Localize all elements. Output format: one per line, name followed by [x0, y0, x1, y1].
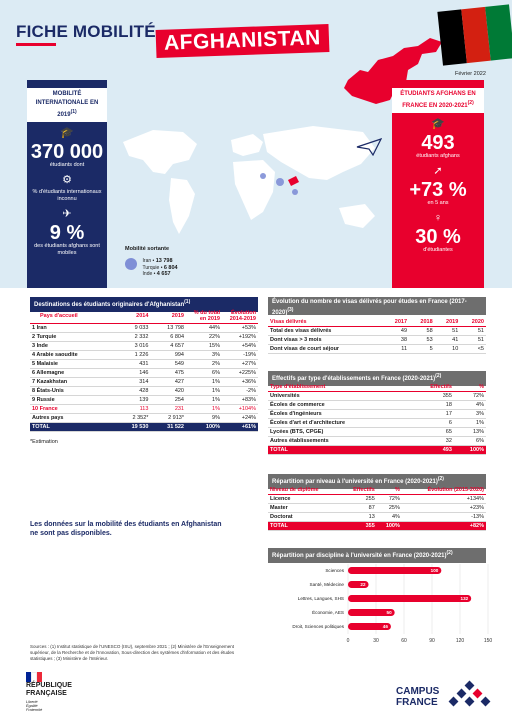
value-cell: +225%	[222, 368, 258, 377]
col-header: Pays d'accueil	[30, 309, 115, 323]
motto: Liberté	[26, 700, 38, 704]
plane-icon: ✈	[62, 208, 72, 220]
value-cell: 6%	[454, 437, 486, 446]
value-cell: 6 804	[150, 332, 186, 341]
country-cell: 3 Inde	[30, 341, 115, 350]
x-tick-label: 30	[373, 638, 379, 644]
tricolor-icon	[26, 672, 42, 682]
value-cell: 51	[435, 327, 461, 336]
footnote-ref: (1)	[70, 109, 77, 115]
value-cell: 6	[408, 419, 454, 428]
country-cell: 8 États-Unis	[30, 386, 115, 395]
growth-label: en 5 ans	[427, 200, 449, 206]
country-cell: 10 France	[30, 404, 115, 413]
paper-plane-icon	[356, 138, 382, 156]
value-cell: 17	[408, 410, 454, 419]
value-cell: 1 226	[115, 350, 151, 359]
international-mobility-panel	[27, 80, 107, 288]
footnote-ref: (3)	[287, 306, 294, 313]
south-america-shape	[169, 178, 195, 234]
value-cell: 2 913*	[150, 413, 186, 422]
value-cell: 431	[115, 359, 151, 368]
x-tick-label: 0	[346, 638, 350, 644]
x-tick-label: 120	[455, 638, 465, 644]
col-header: Visas délivrés	[268, 318, 383, 327]
col-header: Effectifs	[408, 383, 454, 392]
total-label-cell: TOTAL	[268, 446, 408, 455]
value-cell: 13	[341, 513, 377, 522]
country-cell: Autres pays	[30, 413, 115, 422]
table-row	[30, 422, 258, 431]
value-cell: 11	[383, 345, 409, 354]
outbound-list: Iran • 13 798 Turquie • 6 804 Inde • 4 657	[142, 258, 178, 277]
total-value-cell: 100%	[454, 446, 486, 455]
value-cell: <5	[460, 345, 486, 354]
section-title-text: Répartition par discipline à l'université en France (2020-2021)	[272, 553, 447, 559]
label-cell: Master	[268, 504, 341, 513]
outbound-value: 6 804	[163, 264, 178, 271]
total-value-cell: +61%	[222, 422, 258, 431]
campus-line2: FRANCE	[396, 696, 438, 708]
value-cell: 113	[115, 404, 151, 413]
visa-table	[268, 318, 486, 354]
country-cell: 7 Kazakhstan	[30, 377, 115, 386]
graduation-cap-icon: 🎓	[60, 127, 74, 139]
north-america-shape	[123, 130, 197, 174]
value-cell: 4 657	[150, 341, 186, 350]
col-header: 2019	[435, 318, 461, 327]
table-row	[268, 410, 486, 419]
sources-text: Sources : (1) Institut statistique de l'UNESCO (ISU), septembre 2021 ; (2) Ministère de l'Enseignement supérieur, de la Recherche et de l'Innovation, Sous-direction des systèmes d'information et des études statistiques ; (3) Ministère de l'Intérieur.	[30, 644, 235, 661]
value-cell: 15%	[186, 341, 222, 350]
value-cell: +104%	[222, 404, 258, 413]
category-label: Sciences	[325, 568, 344, 573]
mobile-pct: 9 %	[49, 222, 85, 244]
total-value-cell: +82%	[402, 522, 486, 531]
value-cell: 13%	[454, 428, 486, 437]
india-bubble	[292, 189, 298, 195]
value-cell: 9%	[186, 413, 222, 422]
total-value-cell: 100%	[377, 522, 402, 531]
value-cell: 1%	[186, 395, 222, 404]
iran-bubble	[276, 178, 284, 186]
destinations-table	[30, 309, 258, 445]
value-cell: -13%	[402, 513, 486, 522]
title-text: FICHE MOBILITÉ	[16, 22, 156, 41]
value-cell: 146	[115, 368, 151, 377]
value-cell: +192%	[222, 332, 258, 341]
x-tick-label: 150	[483, 638, 493, 644]
value-cell: 427	[150, 377, 186, 386]
value-cell: 4%	[454, 401, 486, 410]
outbound-country: Inde	[142, 271, 153, 277]
total-value-cell: 493	[408, 446, 454, 455]
country-cell: 1 Iran	[30, 323, 115, 332]
country-cell: 5 Malaisie	[30, 359, 115, 368]
outbound-title: Mobilité sortante	[125, 246, 170, 252]
growth-value: +73 %	[409, 179, 467, 201]
footnote-ref: (2)	[437, 476, 444, 482]
female-symbol-icon: ♀	[433, 212, 443, 224]
col-header: Évolution 2014-2019	[222, 309, 258, 323]
value-cell: 549	[150, 359, 186, 368]
afghanistan-marker	[288, 176, 299, 186]
value-cell: 1%	[186, 377, 222, 386]
table-row	[268, 522, 486, 531]
question-icon: ⚙	[62, 174, 72, 186]
footnote-ref: (1)	[184, 299, 191, 305]
outbound-mobility-legend	[125, 246, 178, 278]
growth-arrow-icon: ➚	[433, 165, 443, 177]
bar-value-label: 22	[360, 582, 366, 588]
footnote-ref: (2)	[446, 550, 453, 556]
col-header: Type d'établissement	[268, 383, 408, 392]
label-cell: Lycées (BTS, CPGE)	[268, 428, 408, 437]
value-cell: -19%	[222, 350, 258, 359]
total-value-cell: 355	[341, 522, 377, 531]
col-header: % du total en 2019	[186, 309, 222, 323]
value-cell: 428	[115, 386, 151, 395]
table-row	[30, 395, 258, 404]
value-cell: 1%	[186, 386, 222, 395]
bar-value-label: 100	[430, 568, 439, 574]
value-cell: 355	[408, 392, 454, 401]
col-header: 2019	[150, 309, 186, 323]
value-cell: 2%	[186, 359, 222, 368]
country-cell: 2 Turquie	[30, 332, 115, 341]
value-cell: +27%	[222, 359, 258, 368]
panel-tag-text: MOBILITÉ INTERNATIONALE EN 2019	[35, 91, 99, 118]
bar	[348, 595, 471, 602]
value-cell: 87	[341, 504, 377, 513]
value-cell: 51	[460, 327, 486, 336]
total-value-cell: 31 522	[150, 422, 186, 431]
panel-tag	[392, 88, 484, 113]
section-title-text: Destinations des étudiants originaires d'Afghanistan	[34, 302, 185, 308]
table-row	[30, 404, 258, 413]
europe-shape	[231, 134, 263, 156]
value-cell: 139	[115, 395, 151, 404]
table-row	[268, 504, 486, 513]
label-cell: Dont visas de court séjour	[268, 345, 383, 354]
col-header: 2014	[115, 309, 151, 323]
campus-france-diamonds-icon	[446, 680, 498, 714]
section-title-text: Effectifs par type d'établissements en France (2020-2021)	[272, 376, 436, 382]
value-cell: 25%	[377, 504, 402, 513]
value-cell: 10	[435, 345, 461, 354]
students-count: 493	[421, 132, 455, 154]
unknown-label: % d'étudiants internationaux inconnu	[32, 189, 102, 202]
value-cell: 6%	[186, 368, 222, 377]
table-row	[268, 428, 486, 437]
motto: Égalité	[26, 704, 38, 709]
value-cell: 72%	[377, 495, 402, 504]
label-cell: Dont visas > 3 mois	[268, 336, 383, 345]
value-cell: 3%	[186, 350, 222, 359]
table-row	[30, 359, 258, 368]
value-cell: 5	[409, 345, 435, 354]
category-label: Économie, AES	[312, 610, 344, 615]
value-cell: 38	[383, 336, 409, 345]
title-underline	[16, 43, 56, 46]
table-row	[30, 341, 258, 350]
value-cell: 41	[435, 336, 461, 345]
col-header: %	[454, 383, 486, 392]
table-row	[268, 495, 486, 504]
table-row	[30, 413, 258, 422]
label-cell: Écoles d'ingénieurs	[268, 410, 408, 419]
value-cell: +24%	[222, 413, 258, 422]
bubble-legend-icon	[125, 258, 137, 270]
table-row	[268, 419, 486, 428]
x-tick-label: 60	[401, 638, 407, 644]
col-header: Niveau de diplôme	[268, 486, 341, 495]
table-row	[30, 323, 258, 332]
rep-line2: FRANÇAISE	[26, 690, 67, 697]
col-header: %	[377, 486, 402, 495]
graduation-cap-icon: 🎓	[431, 118, 445, 130]
category-label: Lettres, Langues, SHS	[297, 596, 344, 601]
rep-line1: RÉPUBLIQUE	[26, 682, 72, 689]
afghan-students-france-panel	[392, 80, 484, 288]
value-cell: 1%	[454, 419, 486, 428]
value-cell: -2%	[222, 386, 258, 395]
value-cell: 314	[115, 377, 151, 386]
table-row	[30, 386, 258, 395]
value-cell: +83%	[222, 395, 258, 404]
value-cell: 2 332	[115, 332, 151, 341]
value-cell: +53%	[222, 323, 258, 332]
campus-line1: CAMPUS	[396, 686, 440, 697]
outbound-value: 4 657	[156, 271, 171, 277]
country-banner: AFGHANISTAN	[156, 24, 330, 58]
africa-shape	[233, 160, 275, 220]
afghanistan-flag-icon	[437, 4, 512, 65]
page-title	[16, 22, 156, 42]
value-cell: +23%	[402, 504, 486, 513]
value-cell: 58	[409, 327, 435, 336]
value-cell: 9 033	[115, 323, 151, 332]
publication-date: Février 2022	[455, 71, 486, 77]
value-cell: 254	[150, 395, 186, 404]
outbound-country: Iran	[142, 258, 152, 264]
col-header: 2017	[383, 318, 409, 327]
students-count: 370 000	[30, 141, 104, 163]
visa-title	[268, 297, 486, 315]
world-map	[113, 112, 389, 252]
bar-value-label: 46	[382, 624, 388, 630]
mobile-label: des étudiants afghans sont mobiles	[34, 243, 100, 256]
value-cell: 1%	[186, 404, 222, 413]
women-label: d'étudiantes	[423, 247, 453, 253]
outbound-value: 13 798	[155, 258, 173, 264]
value-cell: 3%	[454, 410, 486, 419]
panel-tag	[27, 88, 107, 122]
country-cell: 6 Allemagne	[30, 368, 115, 377]
value-cell: 994	[150, 350, 186, 359]
col-header: Effectifs	[341, 486, 377, 495]
value-cell: +134%	[402, 495, 486, 504]
value-cell: 65	[408, 428, 454, 437]
value-cell: 231	[150, 404, 186, 413]
bar-value-label: 50	[386, 610, 392, 616]
table-row	[268, 392, 486, 401]
col-header: 2020	[460, 318, 486, 327]
value-cell: +36%	[222, 377, 258, 386]
label-cell: Écoles de commerce	[268, 401, 408, 410]
value-cell: 72%	[454, 392, 486, 401]
total-label-cell: TOTAL	[268, 522, 341, 531]
label-cell: Écoles d'art et d'architecture	[268, 419, 408, 428]
no-data-message: Les données sur la mobilité des étudiants en Afghanistan ne sont pas disponibles.	[30, 521, 222, 537]
value-cell: 3 016	[115, 341, 151, 350]
value-cell: +54%	[222, 341, 258, 350]
footnote-ref: (2)	[467, 100, 474, 106]
turkey-bubble	[260, 173, 266, 179]
category-label: Droit, Sciences politiques	[292, 624, 344, 629]
estimation-note: *Estimation	[30, 439, 58, 445]
australia-shape	[339, 204, 375, 228]
establishment-table	[268, 383, 486, 455]
table-row	[268, 446, 486, 455]
motto: Fraternité	[26, 708, 43, 713]
label-cell: Universités	[268, 392, 408, 401]
total-value-cell: 19 530	[115, 422, 151, 431]
label-cell: Licence	[268, 495, 341, 504]
table-row	[30, 332, 258, 341]
label-cell: Autres établissements	[268, 437, 408, 446]
level-table	[268, 486, 486, 531]
col-header: Évolution (2015-2020)	[402, 486, 486, 495]
table-row	[30, 377, 258, 386]
value-cell: 475	[150, 368, 186, 377]
value-cell: 18	[408, 401, 454, 410]
campus-france-logo	[396, 687, 439, 708]
table-row	[30, 368, 258, 377]
panel-tag-text: ÉTUDIANTS AFGHANS EN FRANCE EN 2020-2021	[400, 91, 476, 109]
discipline-bar-chart	[268, 560, 496, 644]
women-pct: 30 %	[415, 226, 461, 248]
table-row	[268, 401, 486, 410]
value-cell: 51	[460, 336, 486, 345]
bar	[348, 567, 441, 574]
footnote-ref: (2)	[435, 373, 442, 379]
total-label-cell: TOTAL	[30, 422, 115, 431]
hero-section	[0, 0, 512, 288]
country-cell: 4 Arabie saoudite	[30, 350, 115, 359]
section-title-text: Évolution du nombre de visas délivrés pour études en France (2017-2020)	[272, 299, 467, 316]
label-cell: Doctorat	[268, 513, 341, 522]
value-cell: 2 352*	[115, 413, 151, 422]
total-value-cell: 100%	[186, 422, 222, 431]
value-cell: 32	[408, 437, 454, 446]
table-row	[30, 350, 258, 359]
value-cell: 255	[341, 495, 377, 504]
value-cell: 44%	[186, 323, 222, 332]
table-row	[268, 513, 486, 522]
republique-francaise-logo	[26, 672, 86, 713]
value-cell: 4%	[377, 513, 402, 522]
value-cell: 49	[383, 327, 409, 336]
table-row	[268, 345, 486, 354]
col-header: 2018	[409, 318, 435, 327]
label-cell: Total des visas délivrés	[268, 327, 383, 336]
value-cell: 53	[409, 336, 435, 345]
x-tick-label: 90	[429, 638, 435, 644]
country-cell: 9 Russie	[30, 395, 115, 404]
bar-value-label: 132	[460, 596, 469, 602]
value-cell: 22%	[186, 332, 222, 341]
students-label: étudiants dont	[49, 162, 85, 168]
value-cell: 13 798	[150, 323, 186, 332]
section-title-text: Répartition par niveau à l'université en France (2020-2021)	[272, 479, 438, 485]
table-row	[268, 327, 486, 336]
table-row	[268, 336, 486, 345]
value-cell: 420	[150, 386, 186, 395]
outbound-country: Turquie	[142, 264, 160, 271]
table-row	[268, 437, 486, 446]
category-label: Santé, Médecine	[309, 582, 344, 587]
students-label: étudiants afghans	[416, 153, 460, 159]
